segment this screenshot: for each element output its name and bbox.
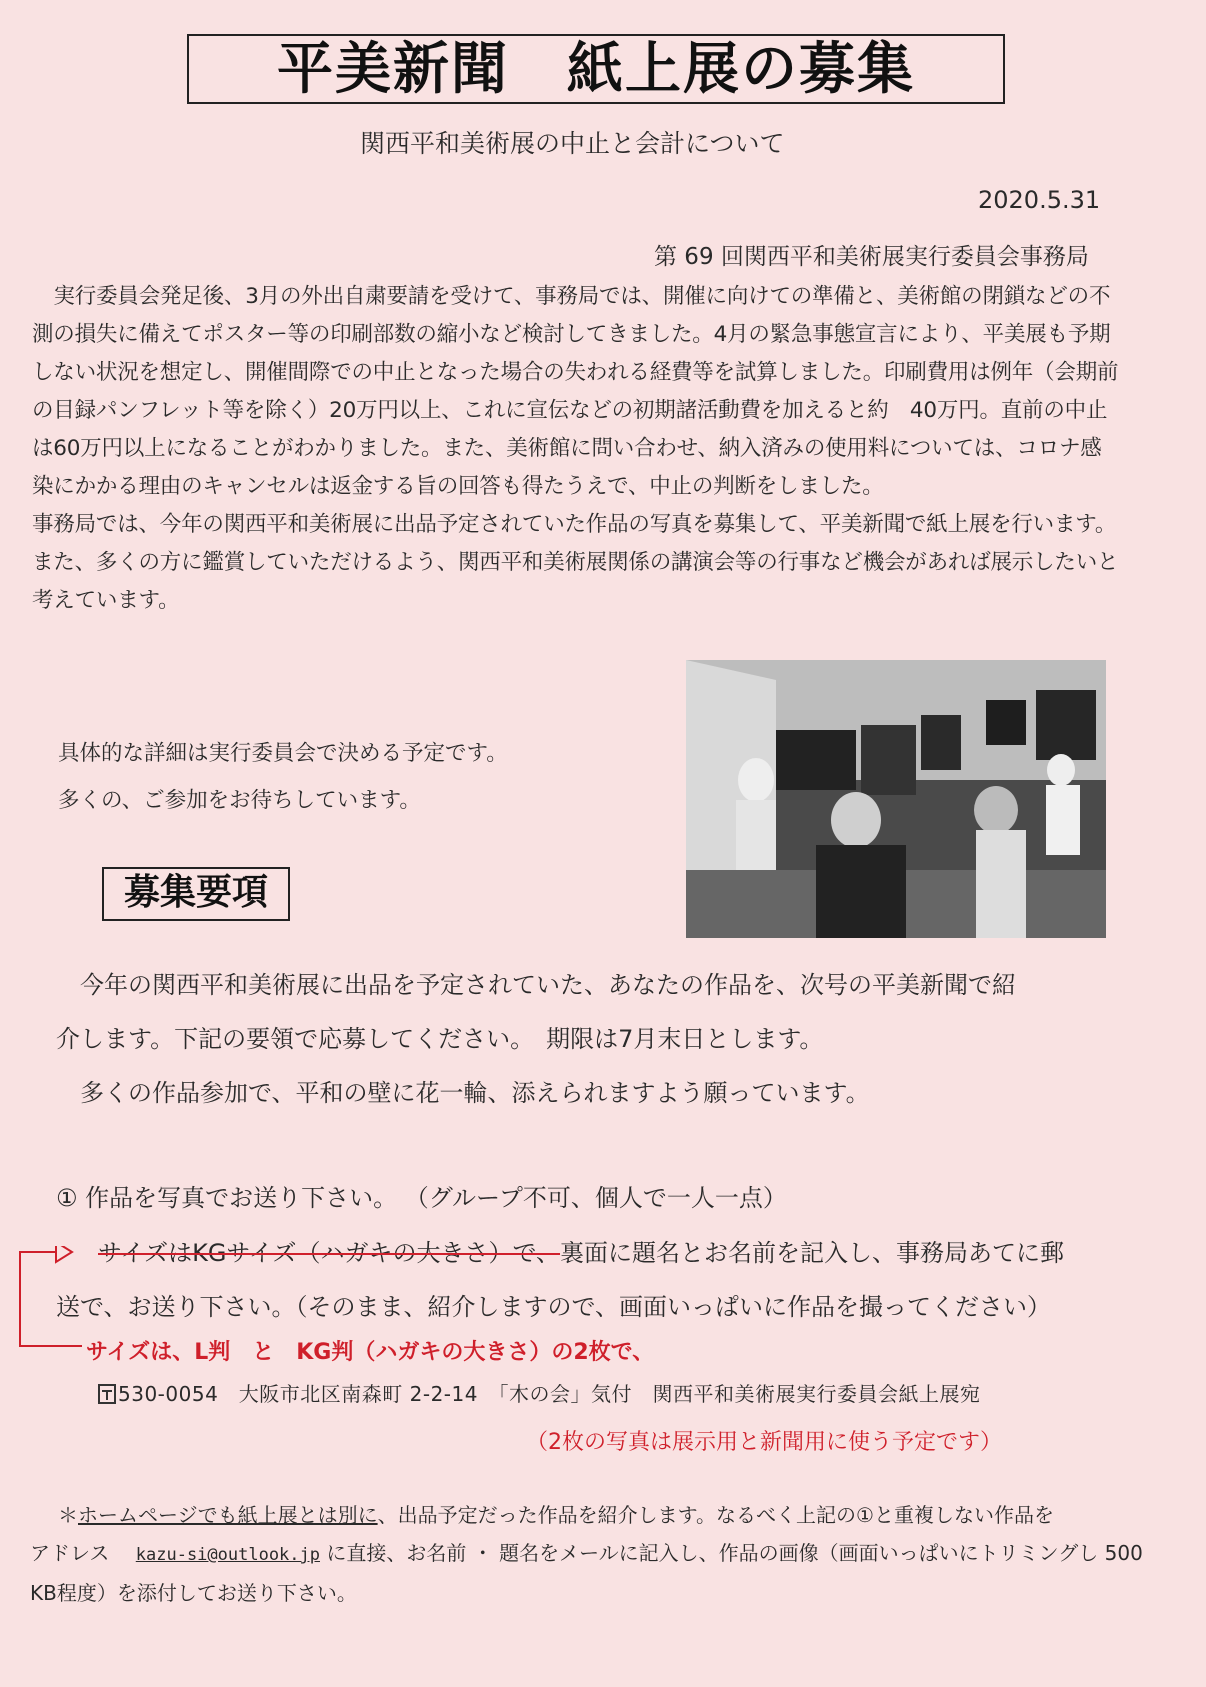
struck-size-text: サイズはKGサイズ（ハガキの大きさ）で、 [98,1239,561,1267]
photo-usage-note: （2枚の写真は展示用と新聞用に使う予定です） [526,1430,1002,1455]
detail-line-1: 具体的な詳細は実行委員会で決める予定です。 [58,741,508,766]
recruit-line: 介します。下記の要領で応募してください。 期限は7月末日とします。 [56,1025,824,1053]
footer-line-3: KB程度）を添付してお送り下さい。 [30,1581,357,1605]
gallery-photo-icon [686,660,1106,938]
homepage-note: ホームページでも紙上展とは別に [78,1503,378,1527]
paragraph-2: 事務局では、今年の関西平和美術展に出品予定されていた作品の写真を募集して、平美新聞で紙上展を行います。また、多くの方に鑑賞していただけるよう、関西平和美術展関係の講演会等の行事など機会があれば展示したいと考えています。 [32,512,1119,613]
address-text: 530-0054 大阪市北区南森町 2-2-14 「木の会」気付 関西平和美術展実行委員会紙上展宛 [118,1382,981,1406]
announcement-body [32,278,1122,620]
recruit-text [56,958,1126,1120]
item-1: ① 作品を写真でお送り下さい。 （グループ不可、個人で一人一点） [56,1184,787,1212]
paragraph-1: 実行委員会発足後、3月の外出自粛要請を受けて、事務局では、開催に向けての準備と、美術館の閉鎖などの不測の損失に備えてポスター等の印刷部数の縮小など検討してきました。4月の緊急事態宣言により、平美展も予期しない状況を想定し、開催間際での中止となった場合の失われる経費等を試算しました。印刷費用は例年（会期前の目録パンフレット等を除く）20万円以上、これに宣伝などの初期諸活動費を加えると約 40万円。直前の中止は60万円以上になることがわかりました。また、美術館に問い合わせ、納入済みの使用料については、コロナ感染にかかる理由のキャンセルは返金する旨の回答も得たうえで、中止の判断をしました。 [32,284,1119,499]
size-correction: サイズは、L判 と KG判（ハガキの大きさ）の2枚で、 [86,1340,655,1365]
organization: 第 69 回関西平和美術展実行委員会事務局 [654,244,1089,270]
recruit-line: 多くの作品参加で、平和の壁に花一輪、添えられますよう願っています。 [56,1079,870,1107]
email-link[interactable]: kazu-si@outlook.jp [135,1545,320,1565]
date: 2020.5.31 [978,186,1101,214]
footer-line-1: 、出品予定だった作品を紹介します。なるべく上記の①と重複しない作品を [377,1503,1054,1527]
recruit-line: 今年の関西平和美術展に出品を予定されていた、あなたの作品を、次号の平美新聞で紹 [56,971,1016,999]
page-title: 平美新聞 紙上展の募集 [187,34,1005,104]
detail-line-2: 多くの、ご参加をお待ちしています。 [58,788,421,813]
item-2-continuation: 送で、お送り下さい。（そのまま、紹介しますので、画面いっぱいに作品を撮ってください） [56,1293,1052,1321]
mailing-address [98,1378,980,1407]
item-2-rest: 裏面に題名とお名前を記入し、事務局あてに郵 [560,1239,1065,1267]
footer-note [30,1496,1143,1612]
post-office-icon [98,1384,116,1404]
address-label: アドレス [30,1541,110,1565]
subtitle: 関西平和美術展の中止と会計について [360,129,785,158]
exhibition-photo [686,660,1106,938]
asterisk: ＊ [58,1503,78,1527]
footer-line-2: に直接、お名前 ・ 題名をメールに記入し、作品の画像（画面いっぱいにトリミングし 500 [326,1541,1143,1565]
recruit-heading: 募集要項 [102,867,290,921]
item-2-line [56,1233,1064,1268]
